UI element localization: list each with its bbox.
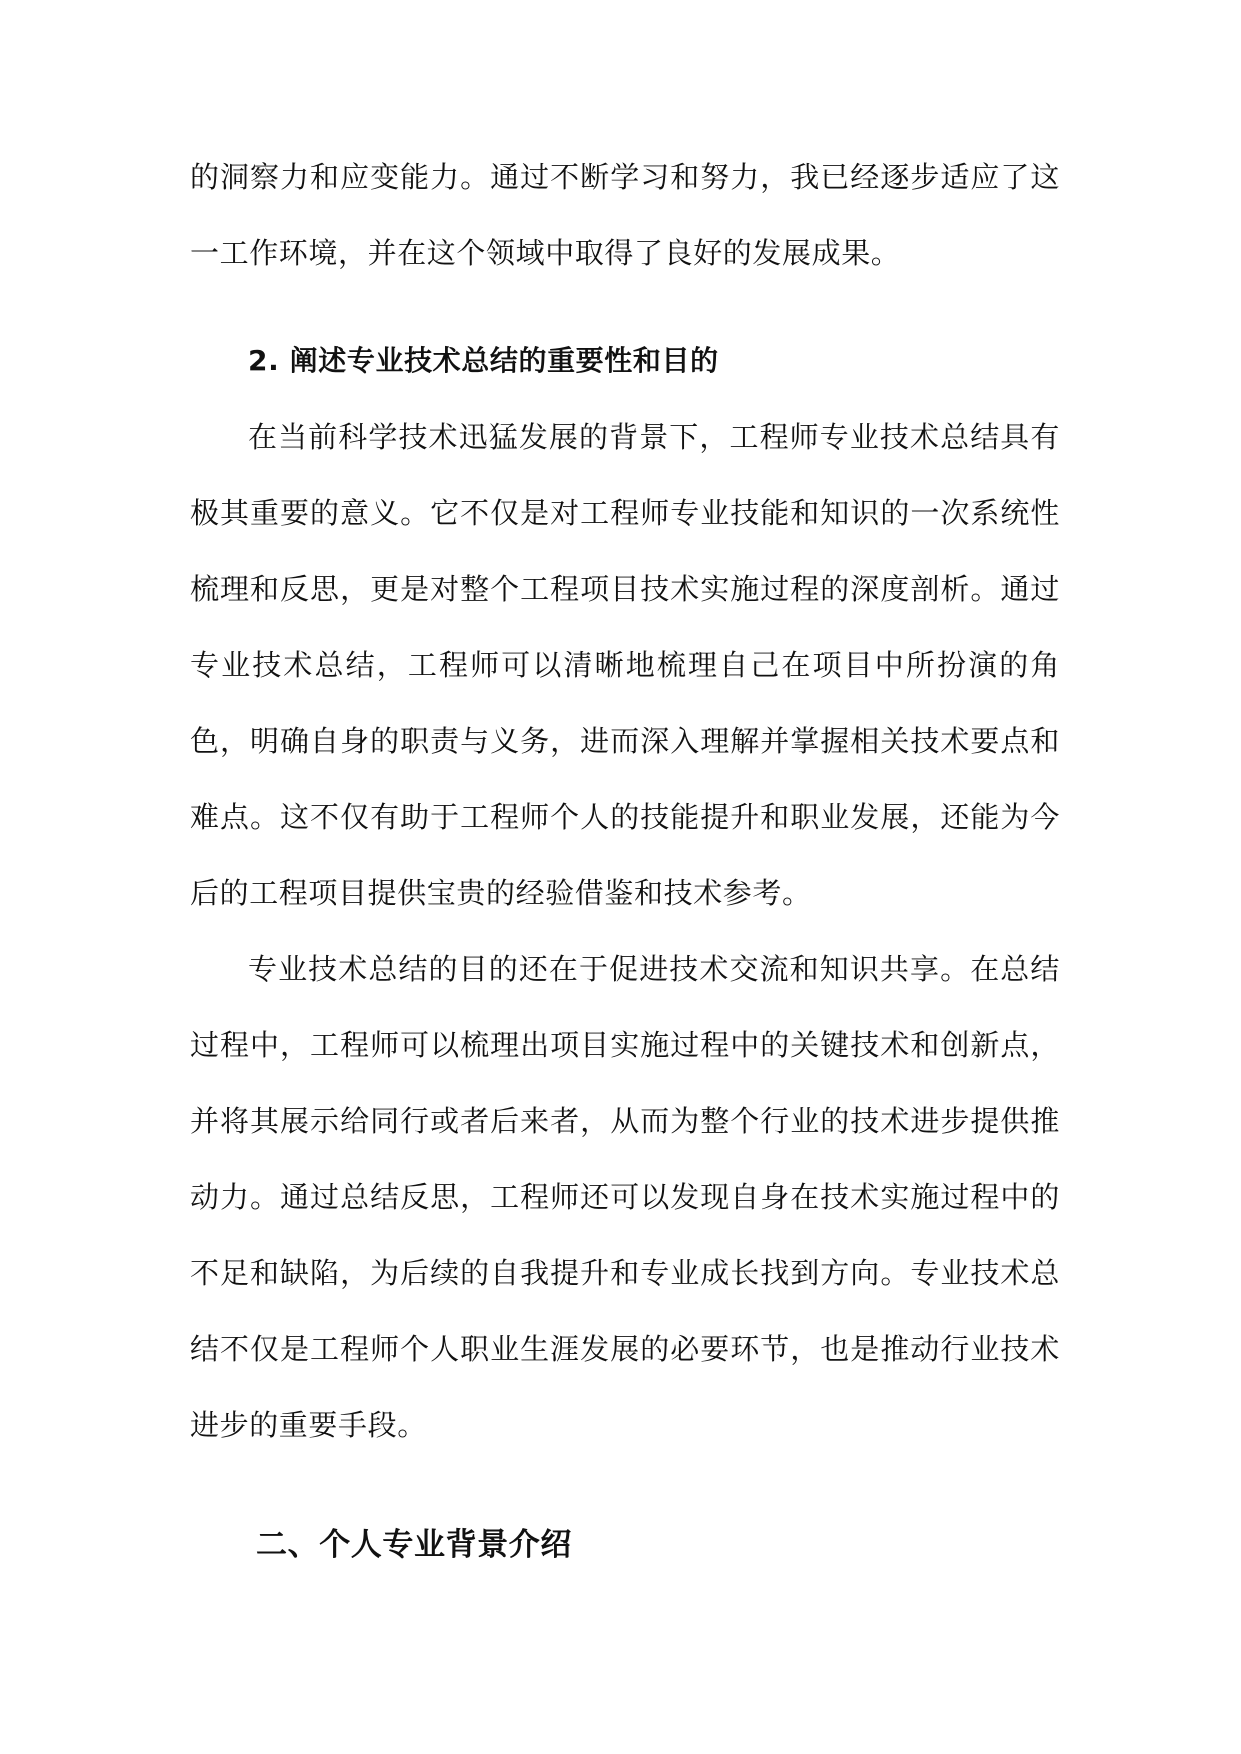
- chapter-heading: 二、个人专业背景介绍: [256, 1527, 572, 1563]
- body-paragraph-importance: 在当前科学技术迅猛发展的背景下，工程师专业技术总结具有极其重要的意义。它不仅是对工程师专业技能和知识的一次系统性梳理和反思，更是对整个工程项目技术实施过程的深度剖析。通过专业技术总结，工程师可以清晰地梳理自己在项目中所扮演的角色，明确自身的职责与义务，进而深入理解并掌握相关技术要点和难点。这不仅有助于工程师个人的技能提升和职业发展，还能为今后的工程项目提供宝贵的经验借鉴和技术参考。: [190, 420, 1060, 910]
- document-body: [190, 139, 1060, 1583]
- body-paragraph-purpose: 专业技术总结的目的还在于促进技术交流和知识共享。在总结过程中，工程师可以梳理出项目实施过程中的关键技术和创新点，并将其展示给同行或者后来者，从而为整个行业的技术进步提供推动力。通过总结反思，工程师还可以发现自身在技术实施过程中的不足和缺陷，为后续的自我提升和专业成长找到方向。专业技术总结不仅是工程师个人职业生涯发展的必要环节，也是推动行业技术进步的重要手段。: [190, 952, 1060, 1442]
- section-heading: 2. 阐述专业技术总结的重要性和目的: [248, 344, 719, 377]
- continuation-paragraph: 的洞察力和应变能力。通过不断学习和努力，我已经逐步适应了这一工作环境，并在这个领域中取得了良好的发展成果。: [190, 160, 1060, 270]
